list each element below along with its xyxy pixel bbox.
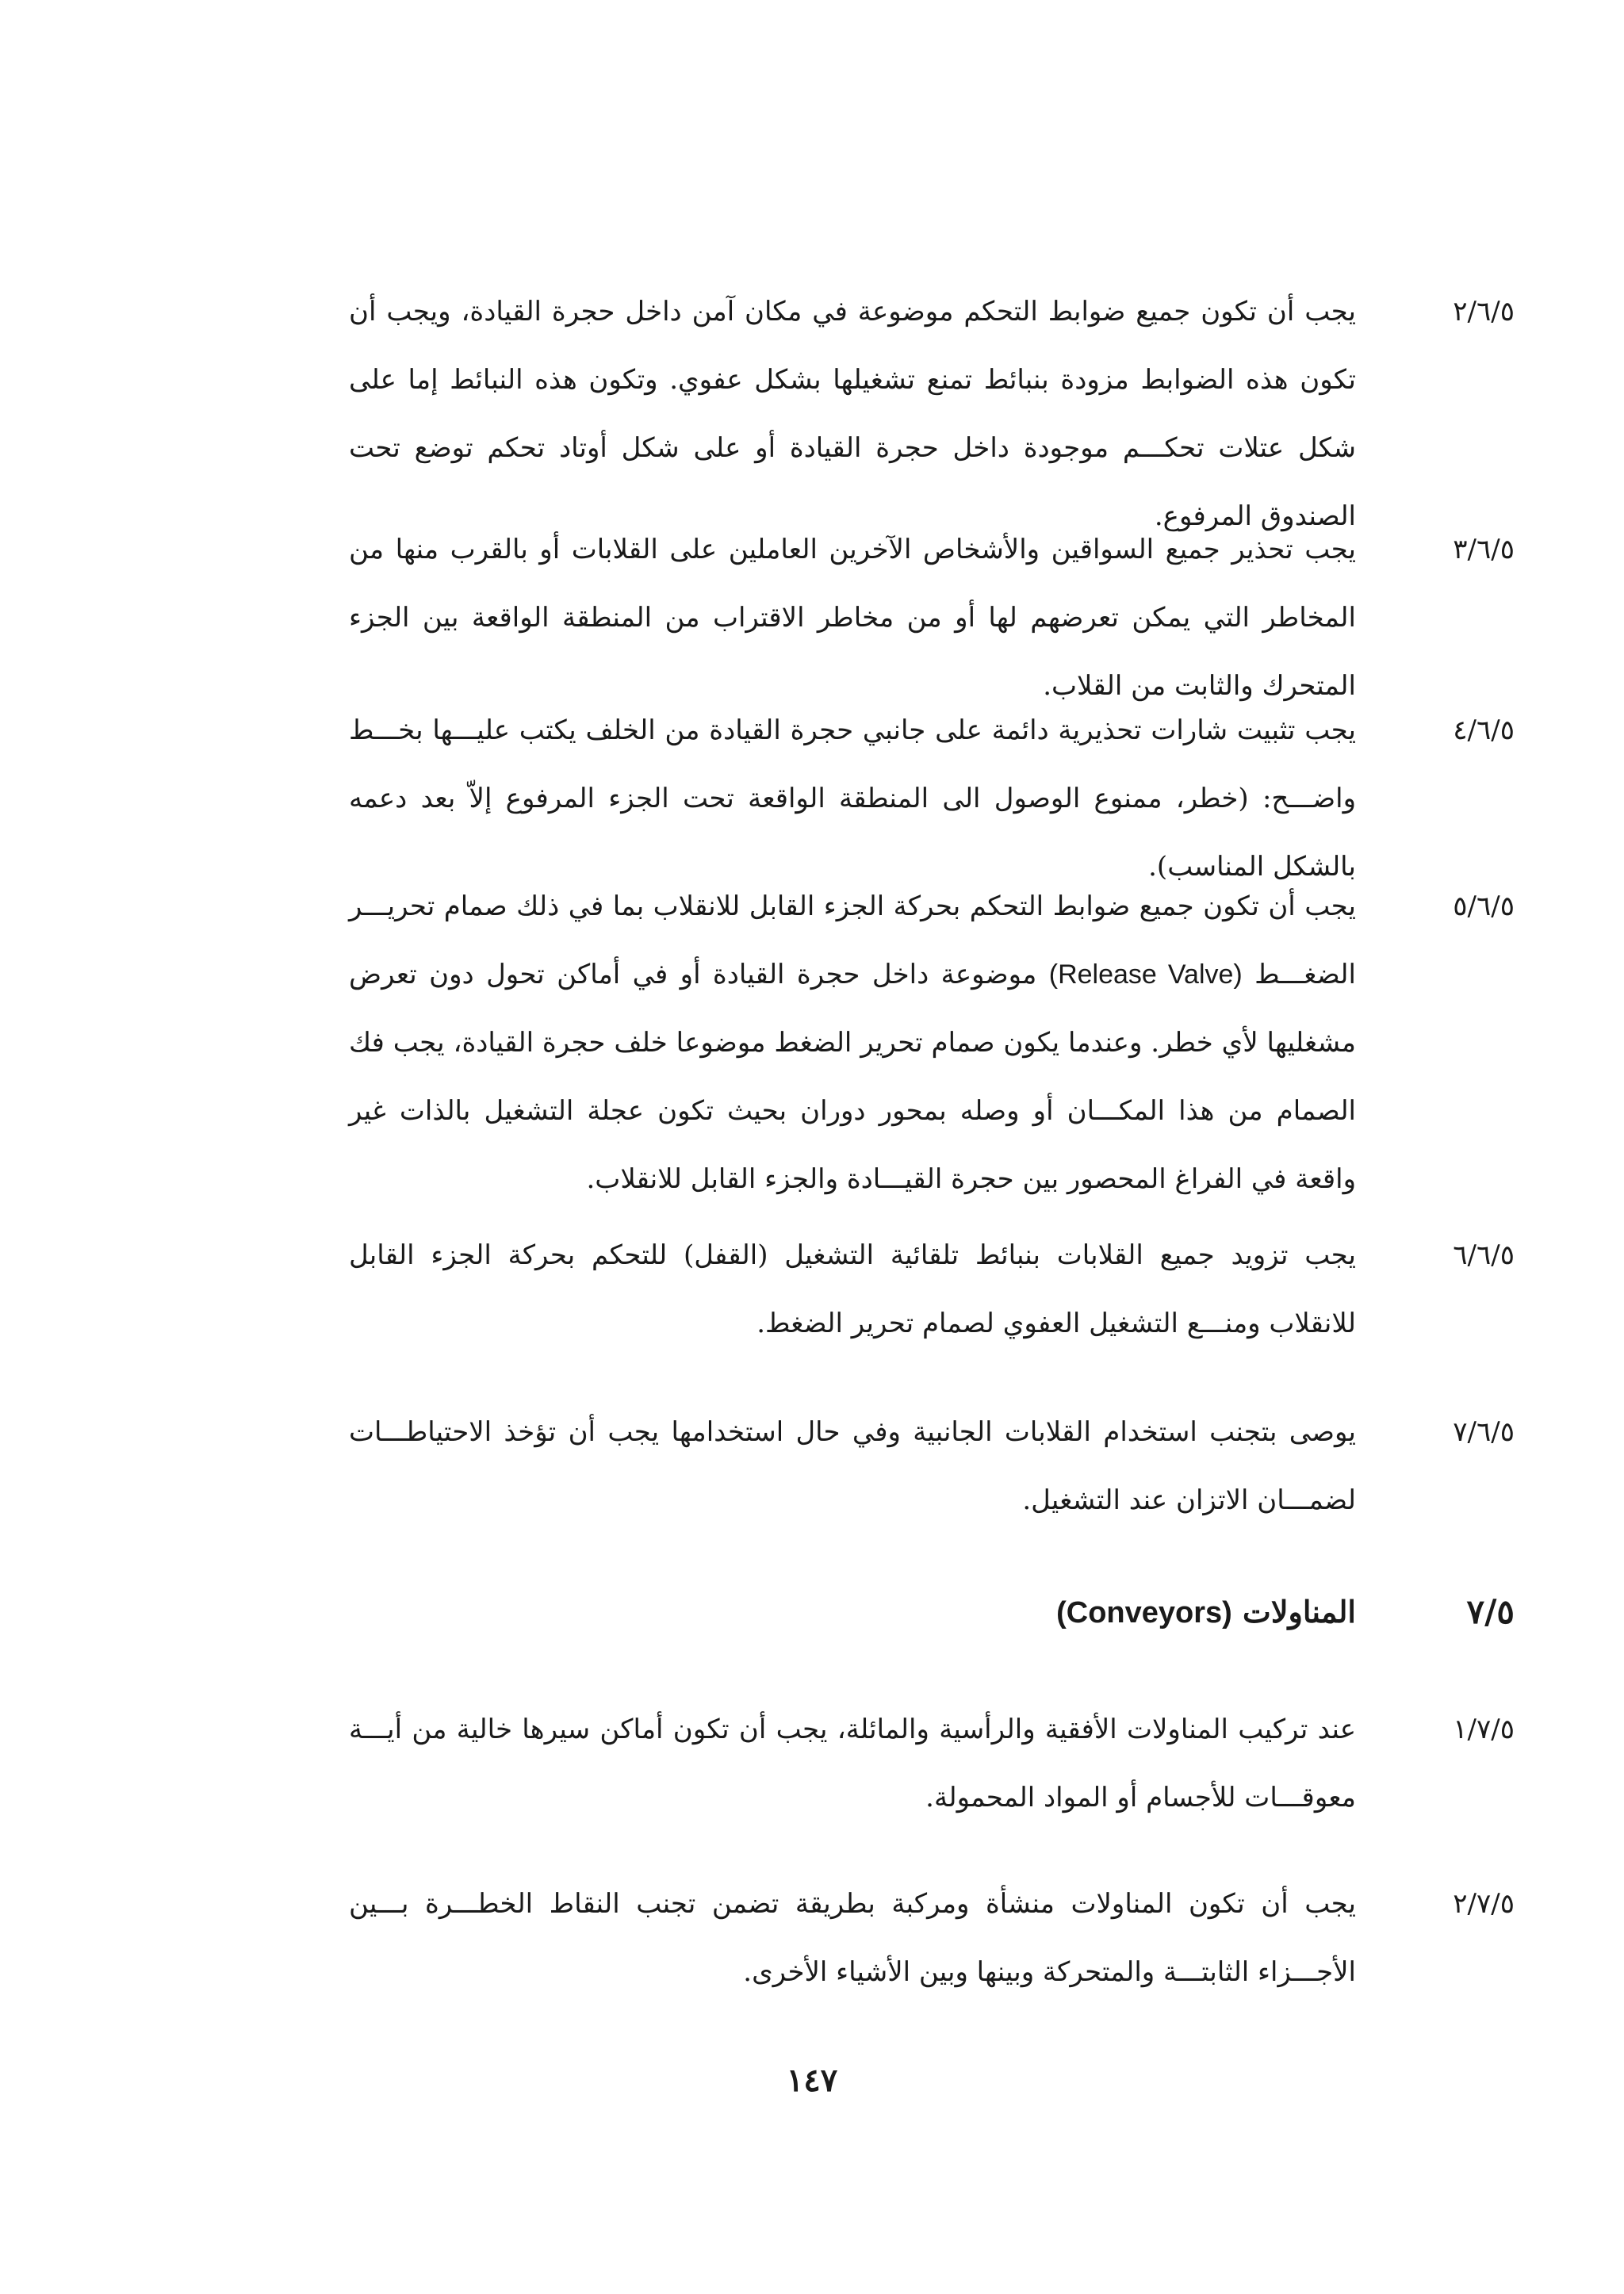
clause-5-6-6: [349, 1221, 1515, 1364]
section-heading-conveyors: [349, 1578, 1515, 1649]
clause-5-7-2: [349, 1870, 1515, 2013]
clause-number: ٢/٧/٥: [1453, 1888, 1515, 1920]
clause-text: يجب أن تكون جميع ضوابط التحكم موضوعة في مكان آمن داخل حجرة القيادة، ويجب أن تكون هذه الضوابط مزودة بنبائط تمنع تشغيلها بشكل عفوي. وتكون هذه النبائط إما على شكل عتلات تحكـــم موجودة داخل حجرة القيادة أو على شكل أوتاد تحكم توضع تحت الصندوق المرفوع.: [349, 296, 1356, 532]
clause-text-part-1: يجب أن تكون جميع ضوابط التحكم بحركة الجزء القابل للانقلاب بما في ذلك صمام تحريـــر الضغـــط: [349, 890, 1356, 990]
section-title-ar: المناولات: [1243, 1594, 1356, 1630]
clause-text: يجب تثبيت شارات تحذيرية دائمة على جانبي حجرة القيادة من الخلف يكتب عليـــها بخـــط واضـــح: (خطر، ممنوع الوصول الى المنطقة الواقعة تحت الجزء المرفوع إلاّ بعد دعمه بالشكل المناسب).: [349, 714, 1356, 883]
clause-5-6-5: [349, 872, 1515, 1221]
clause-text-part-2: موضوعة داخل حجرة القيادة أو في أماكن تحول دون تعرض مشغليها لأي خطر. وعندما يكون صمام تحرير الضغط موضوعا خلف حجرة القيادة، يجب فك الصمام من هذا المكـــان أو وصله بمحور دوران بحيث تكون عجلة التشغيل بالذات غير واقعة في الفراغ المحصور بين حجرة القيـــادة والجزء القابل للانقلاب.: [349, 959, 1356, 1195]
clause-text: يجب تزويد جميع القلابات بنبائط تلقائية التشغيل (القفل) للتحكم بحركة الجزء القابل للانقلاب ومنـــع التشغيل العفوي لصمام تحرير الضغط.: [349, 1239, 1356, 1339]
clause-5-6-4: [349, 696, 1515, 883]
section-title-en: (Conveyors): [1056, 1596, 1232, 1630]
clause-text: [349, 872, 1356, 1213]
clause-number: ٧/٦/٥: [1453, 1416, 1515, 1448]
clause-5-6-2: [349, 278, 1515, 532]
clause-text: يجب أن تكون المناولات منشأة ومركبة بطريقة تضمن تجنب النقاط الخطـــرة بـــين الأجـــزاء الثابتـــة والمتحركة وبينها وبين الأشياء الأخرى.: [349, 1888, 1356, 1988]
clause-number: ٢/٦/٥: [1453, 296, 1515, 327]
clause-number: ٣/٦/٥: [1453, 534, 1515, 565]
release-valve-term: (Release Valve): [1048, 959, 1243, 990]
clause-text: عند تركيب المناولات الأفقية والرأسية والمائلة، يجب أن تكون أماكن سيرها خالية من أيـــة معوقـــات للأجسام أو المواد المحمولة.: [349, 1714, 1356, 1813]
clause-text: يجب تحذير جميع السواقين والأشخاص الآخرين العاملين على القلابات أو بالقرب منها من المخاطر التي يمكن تعرضهم لها أو من مخاطر الاقتراب من المنطقة الواقعة بين الجزء المتحرك والثابت من القلاب.: [349, 534, 1356, 702]
clause-5-6-3: [349, 515, 1515, 702]
section-number: ٧/٥: [1466, 1592, 1515, 1631]
section-title: [349, 1578, 1356, 1647]
clause-5-7-1: [349, 1695, 1515, 1838]
clause-number: ١/٧/٥: [1453, 1714, 1515, 1745]
clause-text: يوصى بتجنب استخدام القلابات الجانبية وفي حال استخدامها يجب أن تؤخذ الاحتياطـــات لضمـــان الاتزان عند التشغيل.: [349, 1416, 1357, 1516]
clause-number: ٥/٦/٥: [1453, 890, 1515, 922]
clause-number: ٦/٦/٥: [1453, 1239, 1515, 1271]
page-number: ١٤٧: [786, 2062, 838, 2099]
clause-number: ٤/٦/٥: [1453, 714, 1515, 746]
clause-5-6-7: [349, 1398, 1515, 1541]
